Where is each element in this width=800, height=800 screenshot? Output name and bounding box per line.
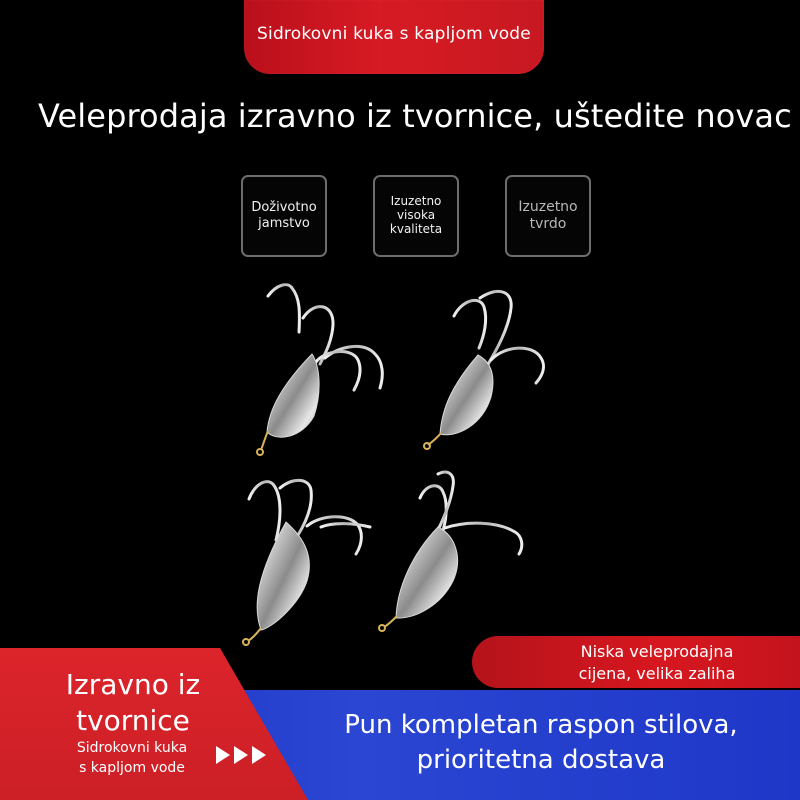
hook-top-right [424, 291, 543, 449]
bottom-left-subtitle: Sidrokovni kuka s kapljom vode [76, 740, 188, 777]
headline: Veleprodaja izravno iz tvornice, uštedite novac [38, 97, 792, 135]
feature-badge-warranty [241, 175, 327, 257]
feature-badge-quality [373, 175, 459, 257]
feature-badge-label: Izuzetno visoka kvaliteta [389, 194, 443, 236]
top-banner-label: Sidrokovni kuka s kapljom vode [257, 24, 531, 44]
fishing-hook-icon [230, 278, 570, 658]
right-red-banner [472, 636, 800, 688]
feature-badge-label: Izuzetno tvrdo [518, 198, 578, 232]
hook-bottom-right [379, 472, 522, 631]
bottom-right-text: Pun kompletan raspon stilova, prioritetna dostava [344, 710, 738, 776]
right-banner-text: Niska veleprodajna cijena, velika zaliha [578, 642, 736, 683]
hook-top-left [257, 285, 382, 455]
feature-badge-label: Doživotno jamstvo [251, 199, 317, 231]
triple-arrow-icon [216, 744, 270, 766]
hook-bottom-left [243, 480, 370, 645]
bottom-left-title: Izravno iz tvornice [65, 668, 201, 738]
feature-badge-hardness [505, 175, 591, 257]
top-banner-tab [244, 0, 544, 74]
